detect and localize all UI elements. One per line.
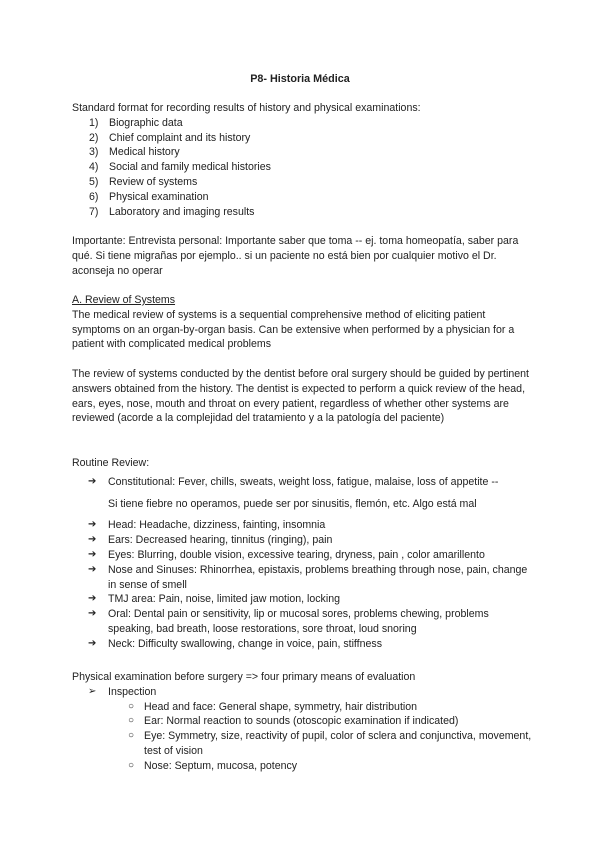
item-number: 3) (89, 146, 99, 159)
item-text: Oral: Dental pain or sensitivity, lip or mucosal sores, problems chewing, problems speaking, bad breath, loose restorations, sore throat, loud snoring (108, 608, 489, 635)
format-item (72, 175, 532, 190)
routine-heading: Routine Review: (72, 457, 150, 469)
item-text: Social and family medical histories (109, 161, 271, 174)
item-text: Head and face: General shape, symmetry, hair distribution (144, 700, 418, 713)
item-text: Ears: Decreased hearing, tinnitus (ringing), pain (108, 534, 333, 547)
list-item (72, 637, 532, 652)
item-number: 2) (89, 131, 99, 144)
inspection-item (72, 685, 532, 700)
list-item (72, 518, 532, 533)
importante-text: Importante: Entrevista personal: Importante saber que toma -- ej. toma homeopatía, saber para qué. Si tiene migrañas por ejemplo.. si un paciente no está bien por cualquier motivo el Dr. aconseja no operar (72, 235, 519, 277)
review-paragraph-1: The medical review of systems is a sequential comprehensive method of eliciting patient symptoms on an organ-by-organ basis. Can be extensive when performed by a physician for a patient with complicated medical problems (72, 308, 515, 351)
section-heading: A. Review of Systems (72, 294, 176, 306)
intro-text: Standard format for recording results of history and physical examinations: (72, 102, 421, 114)
item-text: Medical history (109, 146, 180, 159)
arrow-icon: ➔ (88, 548, 97, 560)
format-item (72, 205, 532, 220)
item-text: Nose: Septum, mucosa, potency (144, 759, 298, 772)
routine-list (72, 518, 532, 651)
format-item (72, 160, 532, 175)
circle-bullet-icon: ○ (128, 759, 135, 771)
format-item (72, 116, 532, 131)
constitutional-list (72, 475, 532, 490)
page-title: P8- Historia Médica (250, 73, 350, 85)
item-number: 5) (89, 175, 99, 188)
list-item (72, 700, 532, 715)
review-paragraph-2: The review of systems conducted by the dentist before oral surgery should be guided by pertinent answers obtained from the history. The dentist is expected to perform a quick review of the head, ears, eyes, nose, mouth and throat on every patient, regardless of whether other systems are reviewed (acorde a la complejidad del tratamiento y a la patología del paciente) (72, 368, 529, 425)
arrow-icon: ➔ (88, 563, 97, 575)
item-text: Constitutional: Fever, chills, sweats, weight loss, fatigue, malaise, loss of appetite -- (108, 475, 499, 488)
list-item (72, 592, 532, 607)
arrow-icon: ➔ (88, 608, 97, 620)
arrow-icon: ➔ (88, 593, 97, 605)
constitutional-note: Si tiene fiebre no operamos, puede ser por sinusitis, flemón, etc. Algo está mal (108, 497, 477, 510)
item-number: 1) (89, 116, 99, 129)
item-text: Biographic data (109, 116, 183, 129)
circle-bullet-icon: ○ (128, 700, 135, 712)
format-item (72, 131, 532, 146)
format-item (72, 145, 532, 160)
list-item (72, 714, 532, 729)
review-of-systems-section (72, 293, 532, 352)
item-text: Ear: Normal reaction to sounds (otoscopic examination if indicated) (144, 715, 459, 728)
arrowhead-icon: ➢ (88, 685, 97, 697)
list-item (72, 533, 532, 548)
physical-exam-section (72, 670, 532, 774)
list-item (72, 548, 532, 563)
intro-block (72, 101, 532, 219)
routine-review-section (72, 456, 532, 652)
item-text: Neck: Difficulty swallowing, change in voice, pain, stiffness (108, 637, 382, 650)
arrow-icon: ➔ (88, 637, 97, 649)
inspection-list (72, 700, 532, 774)
importante-block (72, 234, 532, 278)
item-text: Laboratory and imaging results (109, 205, 255, 218)
item-text: Nose and Sinuses: Rhinorrhea, epistaxis, problems breathing through nose, pain, change in sense of smell (108, 563, 528, 591)
item-text: Eyes: Blurring, double vision, excessive tearing, dryness, pain , color amarillento (108, 548, 485, 561)
arrow-icon: ➔ (88, 519, 97, 531)
item-number: 6) (89, 190, 99, 203)
format-item (72, 190, 532, 205)
physical-heading: Physical examination before surgery => four primary means of evaluation (72, 671, 416, 683)
item-text: Head: Headache, dizziness, fainting, insomnia (108, 519, 326, 532)
inspection-label: Inspection (108, 685, 157, 698)
item-text: Eye: Symmetry, size, reactivity of pupil, color of sclera and conjunctiva, movement, test of vision (144, 730, 532, 757)
format-list (72, 116, 532, 220)
list-item (72, 607, 532, 637)
item-text: Chief complaint and its history (109, 131, 251, 144)
item-text: Review of systems (109, 175, 198, 188)
list-item (72, 759, 532, 774)
item-text: Physical examination (109, 190, 209, 203)
item-number: 7) (89, 205, 99, 218)
arrow-icon: ➔ (88, 534, 97, 546)
list-item (72, 563, 532, 593)
arrow-icon: ➔ (88, 475, 97, 487)
item-number: 4) (89, 161, 99, 174)
item-text: TMJ area: Pain, noise, limited jaw motion, locking (108, 593, 340, 606)
circle-bullet-icon: ○ (128, 730, 135, 742)
review-paragraph-2-block (72, 367, 532, 426)
list-item (72, 729, 532, 759)
list-item (72, 475, 532, 490)
circle-bullet-icon: ○ (128, 715, 135, 727)
